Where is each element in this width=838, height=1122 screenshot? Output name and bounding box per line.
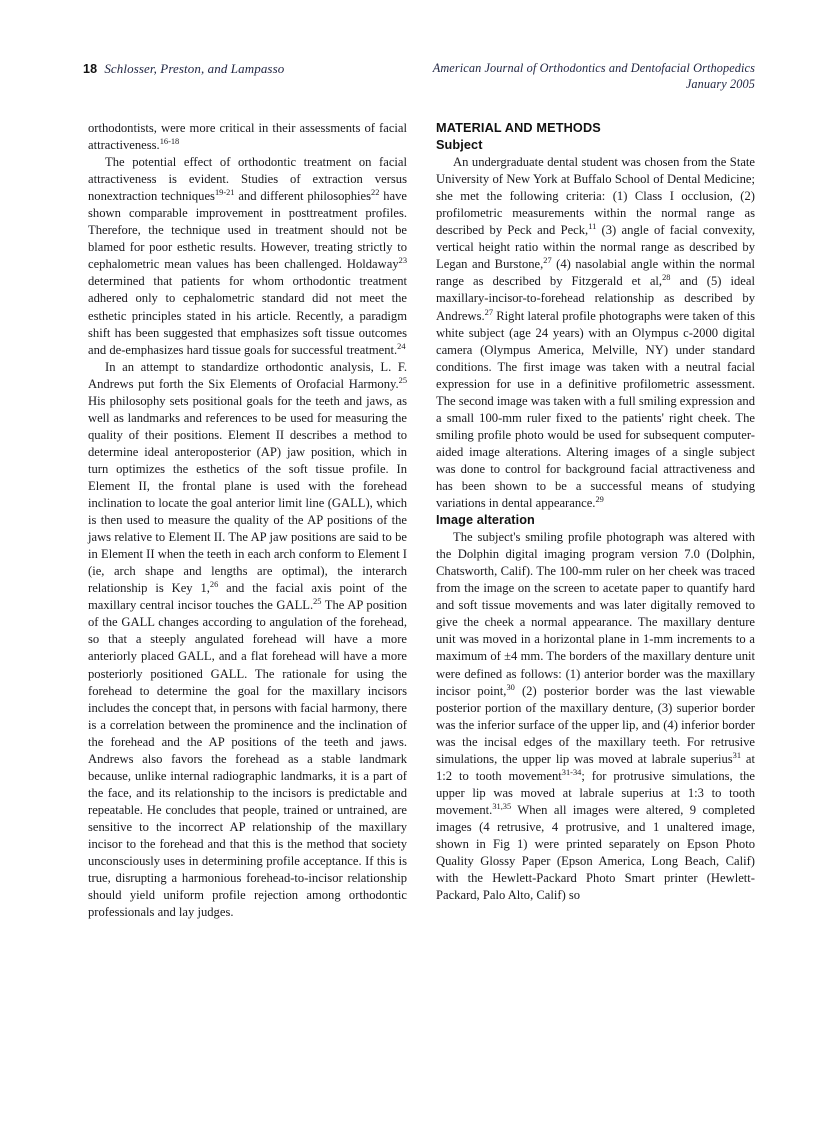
- paragraph-text-part: at 1:2 to tooth movement: [436, 751, 755, 783]
- reference-marker: 16-18: [159, 136, 180, 146]
- paragraph-text-part: Right lateral profile photographs were taken of this white subject (age 24 years) with an Olympus c-2000 digital camera (Olympus America, Melville, NY) under standard conditions. The first image was taken with a neutral facial expression for use in a definitive profilometric assessment. The second image was taken with a full smiling expression and a small 100-mm ruler fixed to the patients' right cheek. The smiling profile photo would be used for subsequent computer-aided image alterations. Altering images of a single subject was done to control for background facial attractiveness and has been shown to be a successful means of studying variations in dental appearance.: [436, 308, 755, 511]
- paragraph-text-part: and (5) ideal maxillary-incisor-to-forehead relationship as described by Andrews.: [436, 274, 755, 323]
- paragraph-text-part: and different philosophies: [234, 189, 372, 204]
- paragraph-text-part: In an attempt to standardize orthodontic analysis, L. F. Andrews put forth the Six Elements of Orofacial Harmony.: [88, 359, 407, 391]
- paragraph-text-part: The AP position of the GALL changes according to angulation of the forehead, so that a steeply angulated forehead will have a more anteriorly placed GALL, and a flat forehead will have a more posteriorly positioned GALL. The rationale for using the forehead to determine the goal for the maxillary incisors includes the concept that, in persons with facial harmony, there is a correlation between the prominence and the inclination of the forehead and the AP positions of the teeth and jaws. Andrews also favors the forehead as a stable landmark because, unlike internal radiographic landmarks, it is a part of the face, and its relationship to the incisors is predictable and repeatable. He concludes that people, trained or untrained, are sensitive to the incorrect AP relationship of the maxillary incisor to the forehead and that this is the method that society unconsciously uses in determining profile acceptance. If this is true, disrupting a harmonious forehead-to-incisor relationship should yield uniform profile rejection among orthodontic professionals and lay judges.: [88, 598, 407, 920]
- paragraph-six-elements: [88, 359, 407, 922]
- paragraph-text-part: (3) angle of facial convexity, vertical height ratio within the normal range as described by Legan and Burstone,: [436, 223, 755, 272]
- paragraph-text-part: (4) nasolabial angle within the normal range as described by Fitzgerald et al,: [436, 257, 755, 289]
- reference-marker: 24: [397, 341, 406, 351]
- paragraph-text-part: His philosophy sets positional goals for the teeth and jaws, as well as landmarks and references to be used for measuring the quality of their positions. Element II describes a method to determine ideal anteroposterior (AP) jaw position, which in turn optimizes the esthetics of the soft tissue profile. In Element II, the frontal plane is used with the forehead inclination to locate the goal anterior limit line (GALL), which is then used to measure the quality of the AP positions of the jaws relative to Element II. The AP jaw positions are said to be in Element II when the teeth in each arch conform to Element I (ie, arch shape and lengths are optimal), the interarch relationship is Key 1,: [88, 393, 407, 596]
- subheading-subject: Subject: [436, 138, 483, 153]
- reference-marker: 29: [595, 494, 604, 504]
- paragraph-text-part: The subject's smiling profile photograph was altered with the Dolphin digital imaging program version 7.0 (Dolphin, Chatsworth, Calif). The 100-mm ruler on her cheek was traced from the image on the screen to acetate paper to quantify hard and soft tissue movements and was later digitally removed to give the cheek a normal appearance. The maxillary denture unit was moved in a horizontal plane in 1-mm increments to a maximum of ±4 mm. The borders of the maxillary denture unit were defined as follows: (1) anterior border was the maxillary incisor point,: [436, 530, 755, 698]
- reference-marker: 11: [588, 222, 597, 232]
- reference-marker: 31: [732, 750, 742, 760]
- running-head: [83, 60, 755, 102]
- reference-marker: 27: [484, 307, 493, 317]
- paragraph-orthodontic-treatment-effect: [88, 154, 407, 359]
- page-number: 18: [83, 62, 98, 76]
- reference-marker: 23: [398, 256, 407, 266]
- paragraph-image-alteration: [436, 529, 755, 904]
- reference-marker: 19-21: [214, 188, 235, 197]
- running-head-authors: Schlosser, Preston, and Lampasso: [104, 61, 285, 76]
- paragraph-text-part: (2) posterior border was the last viewable posterior portion of the maxillary denture, (3) superior border was the inferior surface of the upper lip, and (4) inferior border was the incisal edges of the maxillary teeth. For retrusive simulations, the upper lip was moved at labrale superius: [436, 683, 755, 766]
- reference-marker: 28: [662, 273, 671, 283]
- subheading-image-alteration: Image alteration: [436, 513, 535, 528]
- paragraph-text-part: ; for protrusive simulations, the upper lip was moved at labrale superius at 1:3 to tooth movement.: [436, 768, 755, 817]
- column-left: [88, 120, 407, 921]
- reference-marker: 26: [209, 580, 219, 590]
- running-head-right: [433, 60, 755, 92]
- reference-marker: 31,35: [492, 801, 512, 811]
- reference-marker: 27: [543, 256, 552, 266]
- paragraph-subject: [436, 154, 755, 512]
- paragraph-text-part: The potential effect of orthodontic treatment on facial attractiveness is evident. Studies of extraction versus nonextraction techniques: [88, 155, 407, 204]
- reference-marker: 22: [371, 188, 380, 197]
- paragraph-text: orthodontists, were more critical in their assessments of facial attractiveness.: [88, 121, 407, 153]
- paragraph-text-part: have shown comparable improvement in posttreatment profiles. Therefore, the technique used in treatment should not be blamed for poor esthetic results. However, treating strictly to cephalometric mean values has been challenged. Holdaway: [88, 189, 408, 272]
- reference-marker: 25: [398, 375, 407, 385]
- issue-date: January 2005: [685, 77, 755, 91]
- running-head-left: [83, 60, 284, 78]
- paragraph-continuation: [88, 120, 407, 154]
- section-heading-material-and-methods: MATERIAL AND METHODS: [436, 121, 601, 135]
- paragraph-text-part: An undergraduate dental student was chosen from the State University of New York at Buffalo School of Dental Medicine; she met the following criteria: (1) Class I occlusion, (2) profilometric measurements within the normal range as described by Peck and Peck,: [436, 155, 755, 238]
- reference-marker: 30: [506, 682, 515, 692]
- reference-marker: 31-34: [561, 767, 582, 777]
- paragraph-text-part: and the facial axis point of the maxillary central incisor touches the GALL.: [88, 581, 408, 613]
- column-right: [436, 120, 755, 904]
- paragraph-text-part: When all images were altered, 9 completed images (4 retrusive, 4 protrusive, and 1 unaltered image, shown in Fig 1) were printed separately on Epson Photo Quality Glossy Paper (Epson America, Long Beach, Calif) with the Hewlett-Packard Photo Smart printer (Hewlett-Packard, Palo Alto, Calif) so: [436, 802, 755, 903]
- journal-title: American Journal of Orthodontics and Dentofacial Orthopedics: [432, 61, 755, 75]
- reference-marker: 25: [313, 597, 322, 607]
- paragraph-text-part: determined that patients for whom orthodontic treatment adhered only to cephalometric standard did not meet the esthetic principles stated in his article. Recently, a paradigm shift has been suggested that emphasizes soft tissue outcomes and de-emphasizes hard tissue goals for successful treatment.: [88, 274, 407, 357]
